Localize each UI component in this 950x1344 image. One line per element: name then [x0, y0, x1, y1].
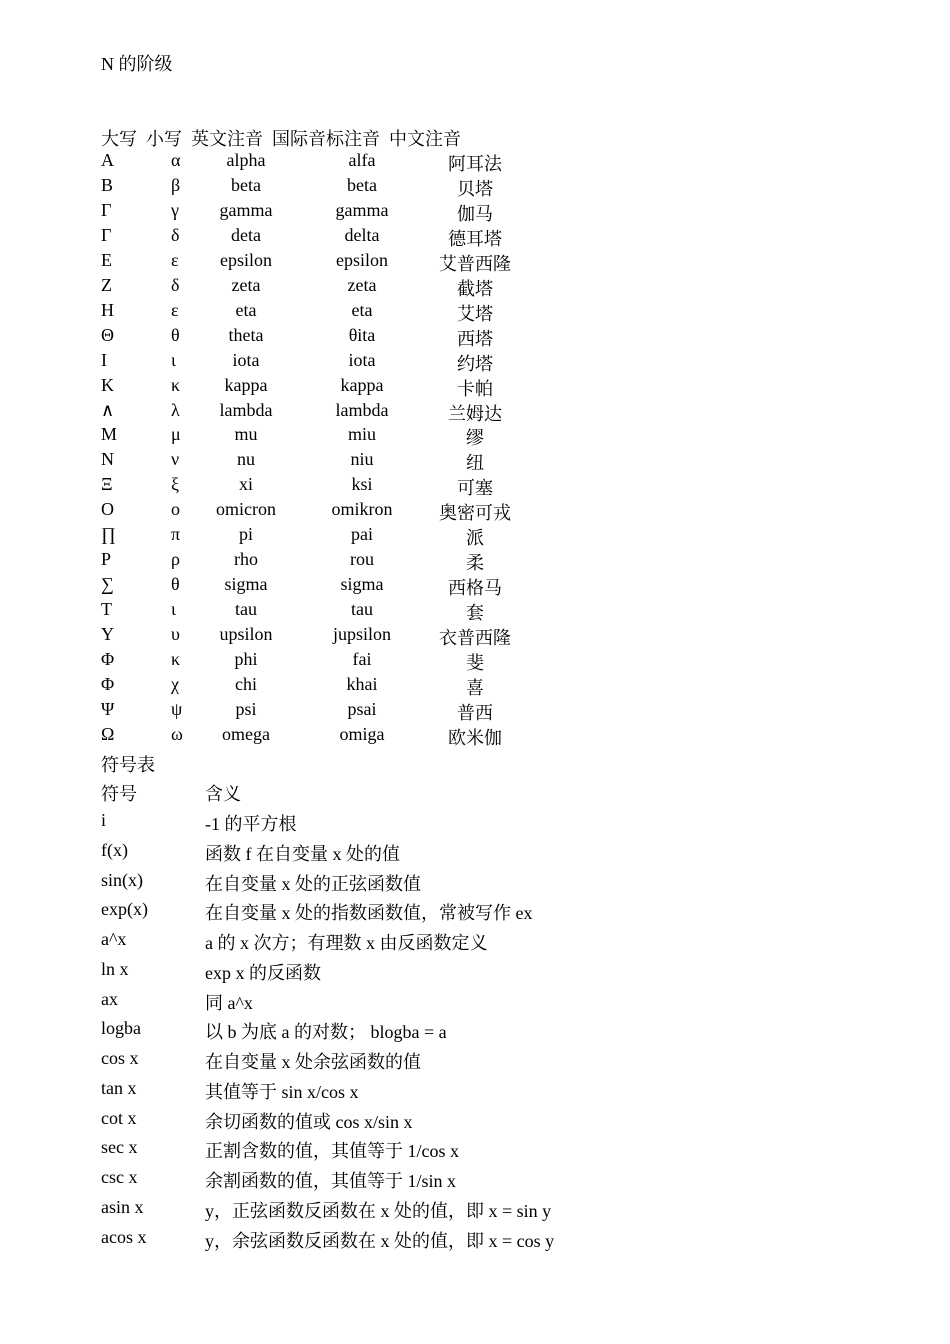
greek-uppercase: Γ: [101, 199, 112, 220]
greek-ipa-name: niu: [350, 449, 374, 470]
symbol-meaning: exp x 的反函数: [205, 962, 321, 983]
greek-chinese-name: 兰姆达: [448, 403, 502, 424]
greek-uppercase: I: [101, 349, 107, 370]
page-title: N 的阶级: [101, 54, 173, 74]
symbol-row: [0, 1197, 950, 1223]
greek-chinese-name: 普西: [457, 702, 493, 723]
symbol-row: [0, 1108, 950, 1134]
greek-english-name: psi: [235, 698, 257, 719]
greek-english-name: lambda: [219, 399, 273, 420]
greek-row: [0, 599, 950, 623]
greek-uppercase: E: [101, 249, 112, 270]
symbol-notation: sec x: [101, 1137, 138, 1158]
greek-english-name: zeta: [231, 274, 261, 295]
symbol-meaning: 余割函数的值，其值等于 1/sin x: [205, 1171, 457, 1191]
greek-ipa-name: jupsilon: [332, 624, 391, 645]
greek-english-name: theta: [228, 324, 264, 345]
greek-chinese-name: 德耳塔: [448, 228, 502, 249]
greek-row: [0, 499, 950, 523]
greek-ipa-name: ksi: [351, 474, 373, 495]
greek-lowercase: θ: [171, 574, 180, 595]
symbol-notation: asin x: [101, 1196, 144, 1217]
greek-english-name: beta: [231, 174, 261, 195]
greek-uppercase: Ω: [101, 723, 115, 744]
greek-lowercase: ε: [171, 299, 179, 320]
greek-row: [0, 200, 950, 224]
symbol-notation: i: [101, 810, 107, 830]
symbol-meaning: a 的 x 次方；有理数 x 由反函数定义: [205, 933, 488, 953]
greek-chinese-name: 套: [466, 603, 484, 624]
greek-chinese-name: 艾普西隆: [439, 253, 511, 274]
greek-english-name: chi: [235, 673, 257, 694]
greek-lowercase: ξ: [171, 474, 180, 495]
greek-english-name: rho: [234, 549, 258, 570]
greek-lowercase: ρ: [171, 549, 180, 570]
greek-uppercase: O: [101, 499, 114, 520]
symbol-row: [0, 959, 950, 985]
greek-row: [0, 524, 950, 548]
greek-uppercase: K: [101, 374, 114, 395]
symbol-meaning: 函数 f 在自变量 x 处的值: [205, 843, 400, 864]
greek-row: [0, 449, 950, 473]
greek-chinese-name: 欧米伽: [448, 727, 502, 748]
greek-row: [0, 250, 950, 274]
greek-lowercase: ε: [171, 249, 179, 270]
symbol-notation: a^x: [101, 929, 127, 949]
greek-chinese-name: 喜: [466, 677, 484, 698]
greek-row: [0, 275, 950, 299]
symbol-notation: tan x: [101, 1077, 137, 1098]
greek-uppercase: T: [101, 599, 112, 620]
greek-lowercase: δ: [171, 274, 180, 295]
greek-ipa-name: delta: [344, 224, 380, 245]
greek-row: [0, 150, 950, 174]
greek-english-name: kappa: [224, 374, 268, 395]
symbol-notation: cos x: [101, 1048, 139, 1068]
symbol-meaning: y，正弦函数反函数在 x 处的值，即 x = sin y: [205, 1200, 552, 1221]
greek-uppercase: Φ: [101, 673, 115, 694]
symbol-notation: ax: [101, 988, 118, 1009]
symbols-header-meaning: 含义: [205, 784, 241, 804]
greek-ipa-name: θita: [348, 324, 376, 345]
greek-english-name: iota: [232, 349, 260, 370]
greek-row: [0, 674, 950, 698]
symbol-notation: csc x: [101, 1167, 138, 1187]
greek-row: [0, 225, 950, 249]
symbol-notation: logba: [101, 1018, 141, 1039]
greek-ipa-name: rou: [350, 549, 374, 570]
greek-english-name: phi: [234, 649, 258, 669]
greek-lowercase: π: [171, 524, 181, 545]
greek-chinese-name: 可塞: [457, 478, 493, 499]
symbol-row: [0, 989, 950, 1015]
symbol-meaning: 在自变量 x 处的正弦函数值: [205, 873, 421, 894]
greek-chinese-name: 斐: [466, 653, 484, 673]
greek-lowercase: λ: [171, 399, 180, 420]
symbol-notation: cot x: [101, 1107, 137, 1128]
greek-chinese-name: 阿耳法: [448, 154, 502, 174]
greek-row: [0, 325, 950, 349]
greek-lowercase: ι: [171, 599, 176, 620]
greek-row: [0, 400, 950, 424]
greek-chinese-name: 卡帕: [457, 378, 493, 399]
greek-uppercase: ∑: [101, 574, 114, 595]
symbol-row: [0, 1078, 950, 1104]
greek-english-name: omega: [222, 723, 270, 744]
greek-row: [0, 549, 950, 573]
greek-row: [0, 699, 950, 723]
symbols-section-title: 符号表: [101, 755, 155, 775]
greek-english-name: xi: [238, 474, 253, 495]
symbol-meaning: 在自变量 x 处的指数函数值，常被写作 ex: [205, 903, 533, 924]
greek-english-name: upsilon: [219, 624, 273, 645]
symbol-row: [0, 1167, 950, 1193]
symbol-row: [0, 1018, 950, 1044]
greek-uppercase: Θ: [101, 324, 114, 345]
greek-lowercase: ω: [171, 723, 183, 744]
greek-row: [0, 175, 950, 199]
greek-row: [0, 375, 950, 399]
greek-row: [0, 649, 950, 673]
greek-ipa-name: zeta: [347, 274, 377, 295]
greek-ipa-name: lambda: [335, 399, 389, 420]
greek-chinese-name: 艾塔: [457, 303, 493, 324]
greek-lowercase: χ: [171, 673, 179, 694]
greek-lowercase: β: [171, 174, 181, 195]
greek-uppercase: N: [101, 449, 114, 470]
greek-ipa-name: iota: [348, 349, 376, 370]
greek-chinese-name: 柔: [466, 553, 484, 574]
symbol-meaning: 其值等于 sin x/cos x: [205, 1081, 359, 1102]
greek-table-header: 大写 小写 英文注音 国际音标注音 中文注音: [101, 129, 461, 149]
greek-uppercase: Y: [101, 624, 114, 645]
greek-english-name: mu: [234, 424, 258, 445]
greek-uppercase: ∏: [101, 524, 116, 545]
symbol-row: [0, 1137, 950, 1163]
greek-uppercase: ∧: [101, 399, 115, 420]
greek-ipa-name: fai: [352, 649, 372, 669]
greek-chinese-name: 西塔: [457, 328, 493, 349]
greek-lowercase: μ: [171, 424, 181, 445]
greek-ipa-name: epsilon: [336, 249, 388, 270]
greek-english-name: nu: [237, 449, 255, 470]
greek-chinese-name: 派: [466, 528, 484, 549]
greek-uppercase: H: [101, 299, 114, 320]
greek-chinese-name: 衣普西隆: [439, 628, 511, 649]
greek-lowercase: υ: [171, 624, 180, 645]
greek-ipa-name: omiga: [339, 723, 385, 744]
greek-ipa-name: sigma: [340, 574, 384, 595]
greek-row: [0, 624, 950, 648]
greek-ipa-name: miu: [347, 424, 376, 445]
greek-chinese-name: 奥密可戎: [439, 503, 511, 524]
greek-ipa-name: psai: [347, 698, 377, 719]
greek-lowercase: ψ: [171, 698, 183, 719]
greek-row: [0, 724, 950, 748]
greek-uppercase: Z: [101, 274, 112, 295]
greek-ipa-name: pai: [351, 524, 373, 545]
symbol-notation: ln x: [101, 958, 129, 979]
greek-row: [0, 424, 950, 448]
symbols-header-symbol: 符号: [101, 784, 137, 804]
greek-english-name: gamma: [219, 199, 273, 220]
greek-row: [0, 300, 950, 324]
greek-chinese-name: 截塔: [457, 278, 493, 299]
greek-lowercase: δ: [171, 224, 180, 245]
greek-ipa-name: eta: [351, 299, 373, 320]
symbol-notation: f(x): [101, 839, 128, 860]
greek-chinese-name: 纽: [466, 453, 484, 474]
symbol-meaning: -1 的平方根: [205, 814, 297, 834]
greek-uppercase: P: [101, 549, 112, 570]
symbol-meaning: 正割含数的值，其值等于 1/cos x: [205, 1141, 459, 1162]
greek-lowercase: γ: [171, 199, 179, 220]
greek-lowercase: ο: [171, 499, 180, 520]
greek-english-name: tau: [235, 599, 257, 620]
greek-row: [0, 574, 950, 598]
greek-uppercase: Φ: [101, 649, 115, 669]
greek-lowercase: κ: [171, 374, 181, 395]
greek-uppercase: Γ: [101, 224, 112, 245]
symbol-row: [0, 929, 950, 955]
symbol-row: [0, 810, 950, 836]
symbol-row: [0, 870, 950, 896]
symbol-notation: exp(x): [101, 899, 148, 920]
symbol-notation: sin(x): [101, 869, 143, 890]
greek-english-name: eta: [235, 299, 257, 320]
greek-ipa-name: tau: [351, 599, 373, 620]
symbol-meaning: 余切函数的值或 cos x/sin x: [205, 1111, 413, 1132]
greek-chinese-name: 缪: [466, 428, 484, 449]
greek-english-name: deta: [231, 224, 261, 245]
greek-ipa-name: beta: [347, 174, 377, 195]
symbol-meaning: 同 a^x: [205, 992, 253, 1013]
symbol-row: [0, 1227, 950, 1253]
symbols-header-row: [0, 780, 950, 806]
symbol-row: [0, 840, 950, 866]
greek-ipa-name: khai: [346, 673, 378, 694]
greek-ipa-name: alfa: [348, 150, 376, 170]
symbol-row: [0, 1048, 950, 1074]
greek-uppercase: Ψ: [101, 698, 115, 719]
greek-lowercase: α: [171, 150, 181, 170]
greek-ipa-name: gamma: [335, 199, 389, 220]
greek-row: [0, 350, 950, 374]
greek-uppercase: B: [101, 174, 114, 195]
greek-lowercase: θ: [171, 324, 180, 345]
greek-row: [0, 474, 950, 498]
greek-english-name: alpha: [226, 150, 266, 170]
greek-english-name: pi: [238, 524, 253, 545]
symbol-meaning: 在自变量 x 处余弦函数的值: [205, 1052, 421, 1072]
symbol-row: [0, 899, 950, 925]
greek-chinese-name: 贝塔: [457, 178, 493, 199]
greek-chinese-name: 伽马: [457, 203, 493, 224]
greek-english-name: sigma: [224, 574, 268, 595]
symbol-meaning: 以 b 为底 a 的对数； blogba = a: [205, 1022, 447, 1043]
greek-uppercase: M: [101, 424, 118, 445]
greek-ipa-name: omikron: [331, 499, 393, 520]
greek-lowercase: ι: [171, 349, 176, 370]
greek-chinese-name: 西格马: [448, 578, 502, 599]
greek-uppercase: A: [101, 150, 114, 170]
greek-uppercase: Ξ: [101, 474, 113, 495]
greek-chinese-name: 约塔: [457, 353, 493, 374]
greek-english-name: omicron: [216, 499, 276, 520]
greek-english-name: epsilon: [220, 249, 272, 270]
greek-lowercase: ν: [171, 449, 180, 470]
greek-lowercase: κ: [171, 649, 181, 669]
greek-ipa-name: kappa: [340, 374, 384, 395]
symbol-meaning: y，余弦函数反函数在 x 处的值，即 x = cos y: [205, 1230, 555, 1251]
symbol-notation: acos x: [101, 1226, 147, 1247]
